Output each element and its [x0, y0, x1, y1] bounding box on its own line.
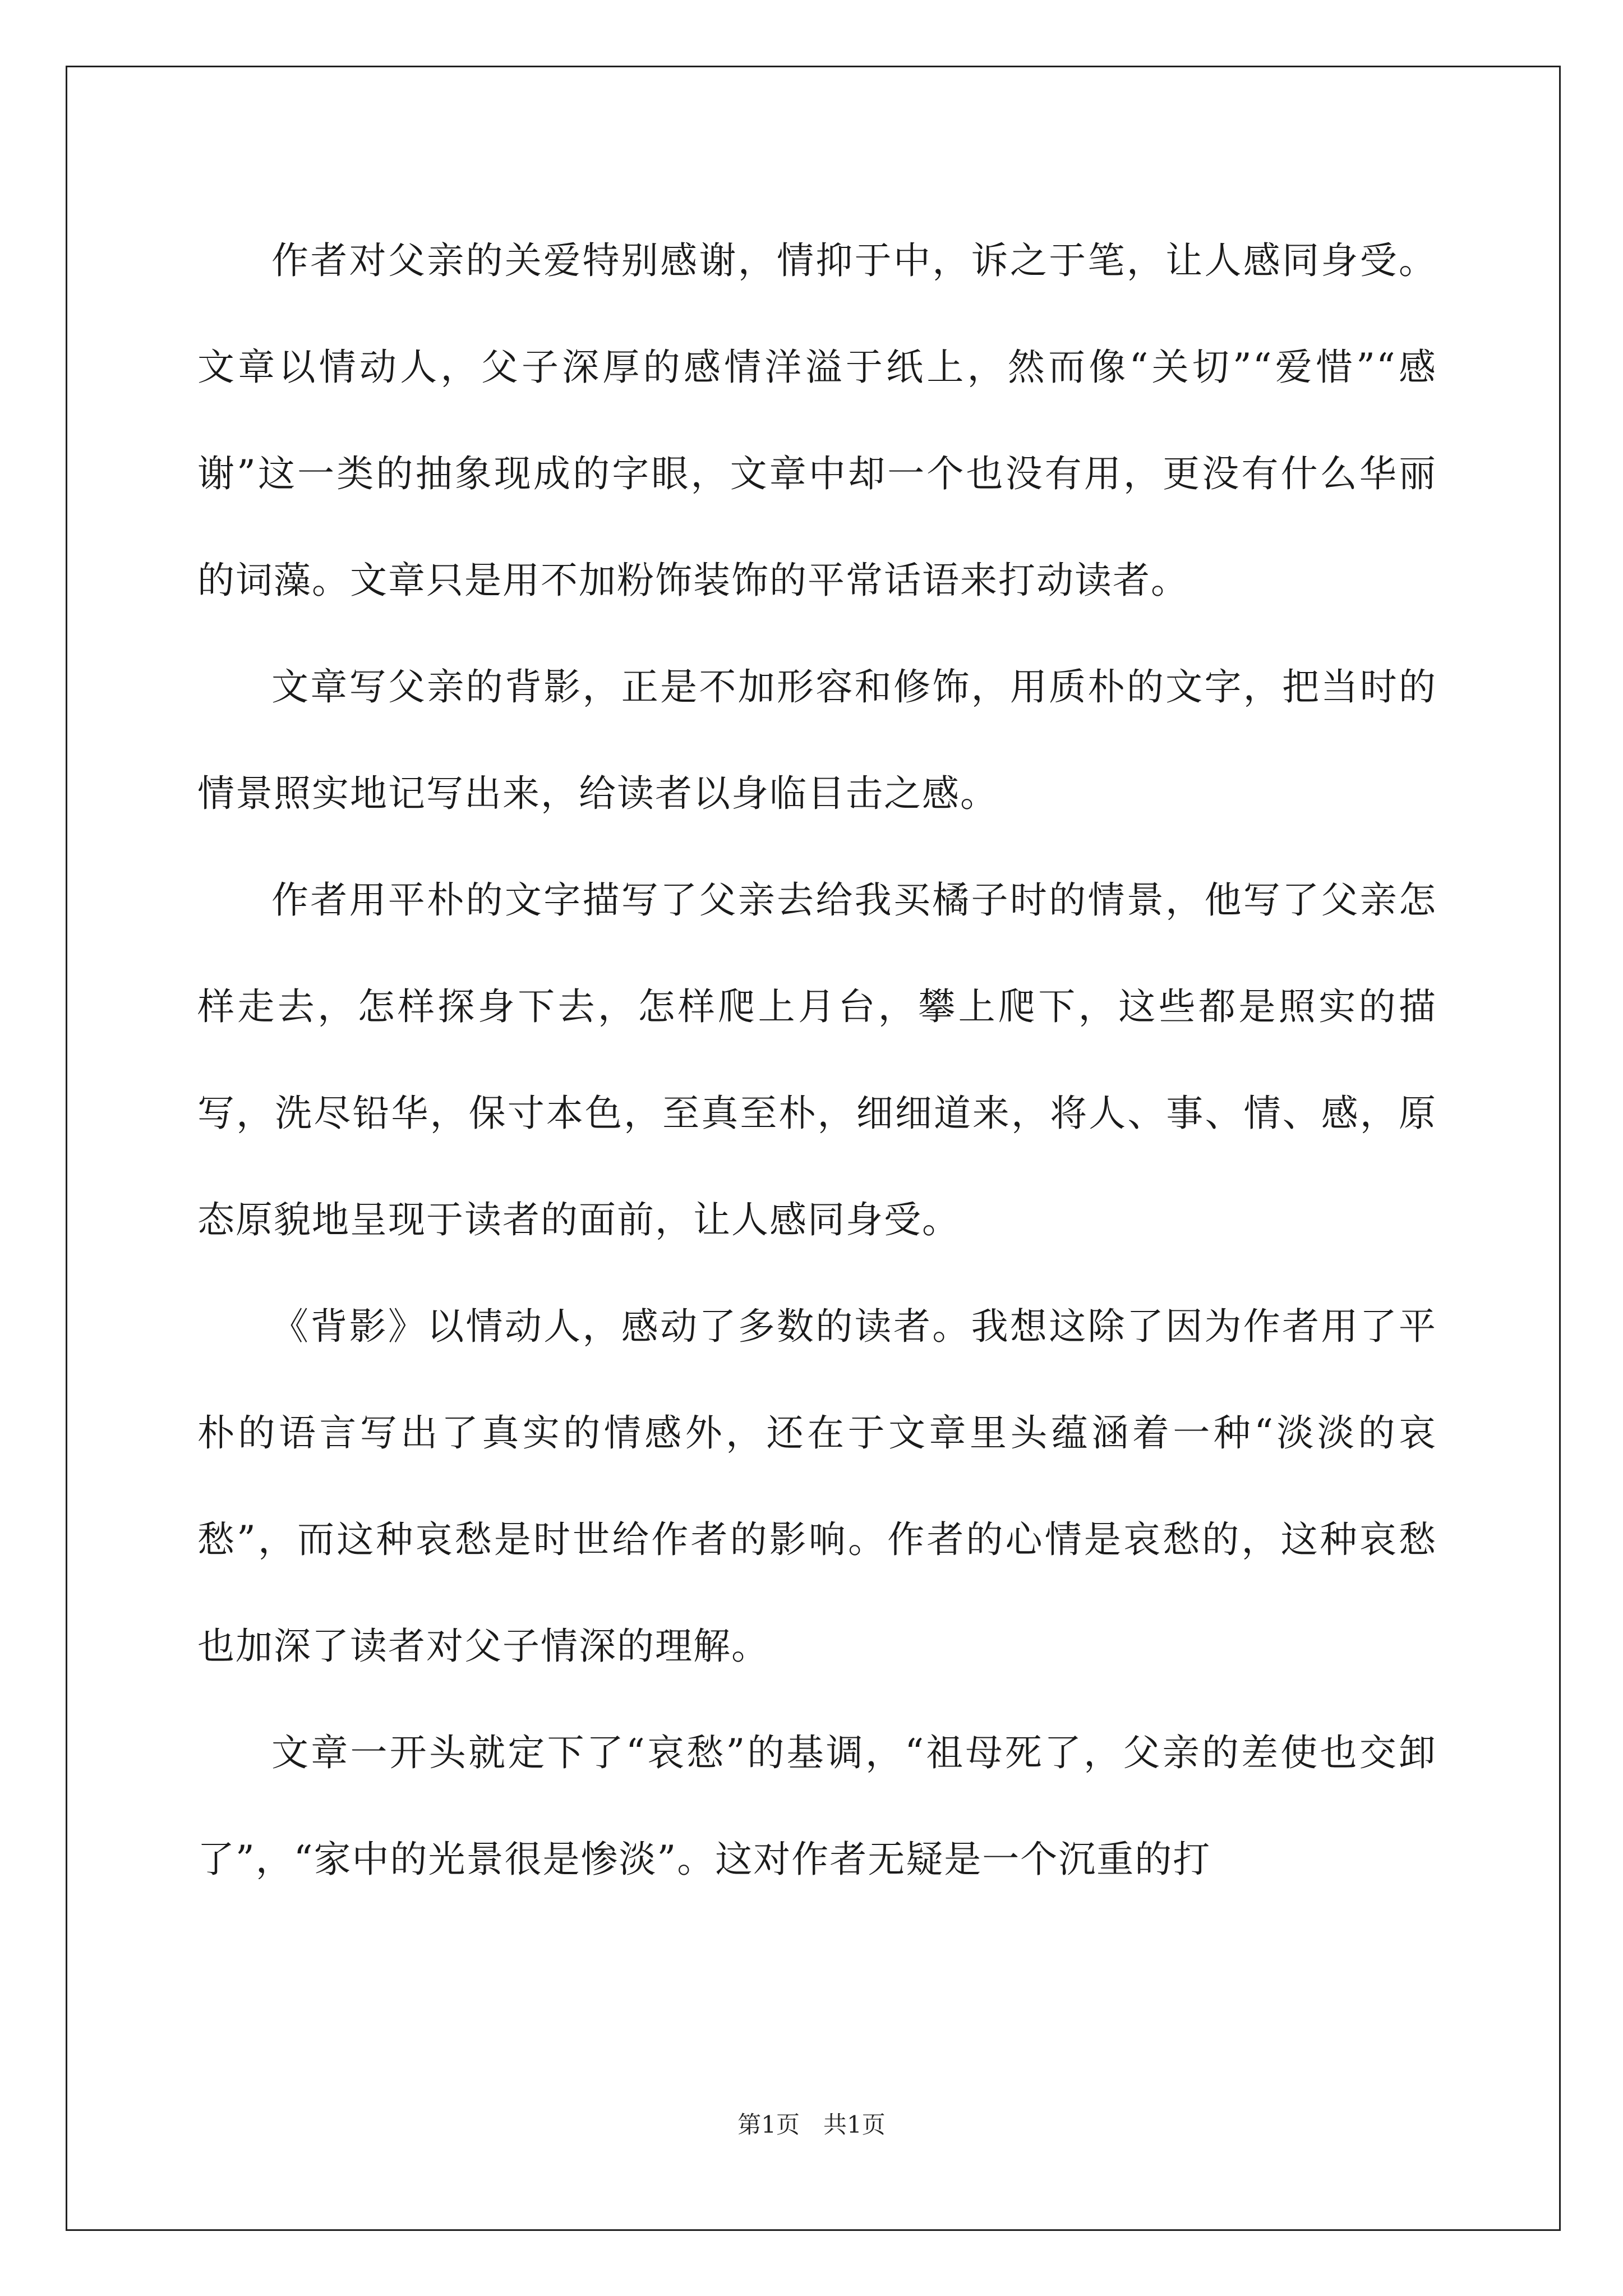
paragraph-1: 作者对父亲的关爱特别感谢，情抑于中，诉之于笔，让人感同身受。文章以情动人，父子深厚的感情洋溢于纸上，然而像“关切”“爱惜”“感谢”这一类的抽象现成的字眼，文章中却一个也没有用，更没有什么华丽的词藻。文章只是用不加粉饰装饰的平常话语来打动读者。 — [197, 239, 1437, 602]
paragraph-4: 《背影》以情动人，感动了多数的读者。我想这除了因为作者用了平朴的语言写出了真实的情感外，还在于文章里头蕴涵着一种“淡淡的哀愁”，而这种哀愁是时世给作者的影响。作者的心情是哀愁的，这种哀愁也加深了读者对父子情深的理解。 — [197, 1305, 1437, 1668]
paragraph-2: 文章写父亲的背影，正是不加形容和修饰，用质朴的文字，把当时的情景照实地记写出来，给读者以身临目击之感。 — [197, 665, 1437, 815]
document-body — [197, 208, 1437, 1913]
paragraph-5: 文章一开头就定下了“哀愁”的基调，“祖母死了，父亲的差使也交卸了”，“家中的光景很是惨淡”。这对作者无疑是一个沉重的打 — [197, 1731, 1437, 1881]
paragraph-3: 作者用平朴的文字描写了父亲去给我买橘子时的情景，他写了父亲怎样走去，怎样探身下去，怎样爬上月台，攀上爬下，这些都是照实的描写，洗尽铅华，保寸本色，至真至朴，细细道来，将人、事、情、感，原态原貌地呈现于读者的面前，让人感同身受。 — [197, 878, 1437, 1241]
page-footer: 第1页 共1页 — [737, 2111, 886, 2138]
